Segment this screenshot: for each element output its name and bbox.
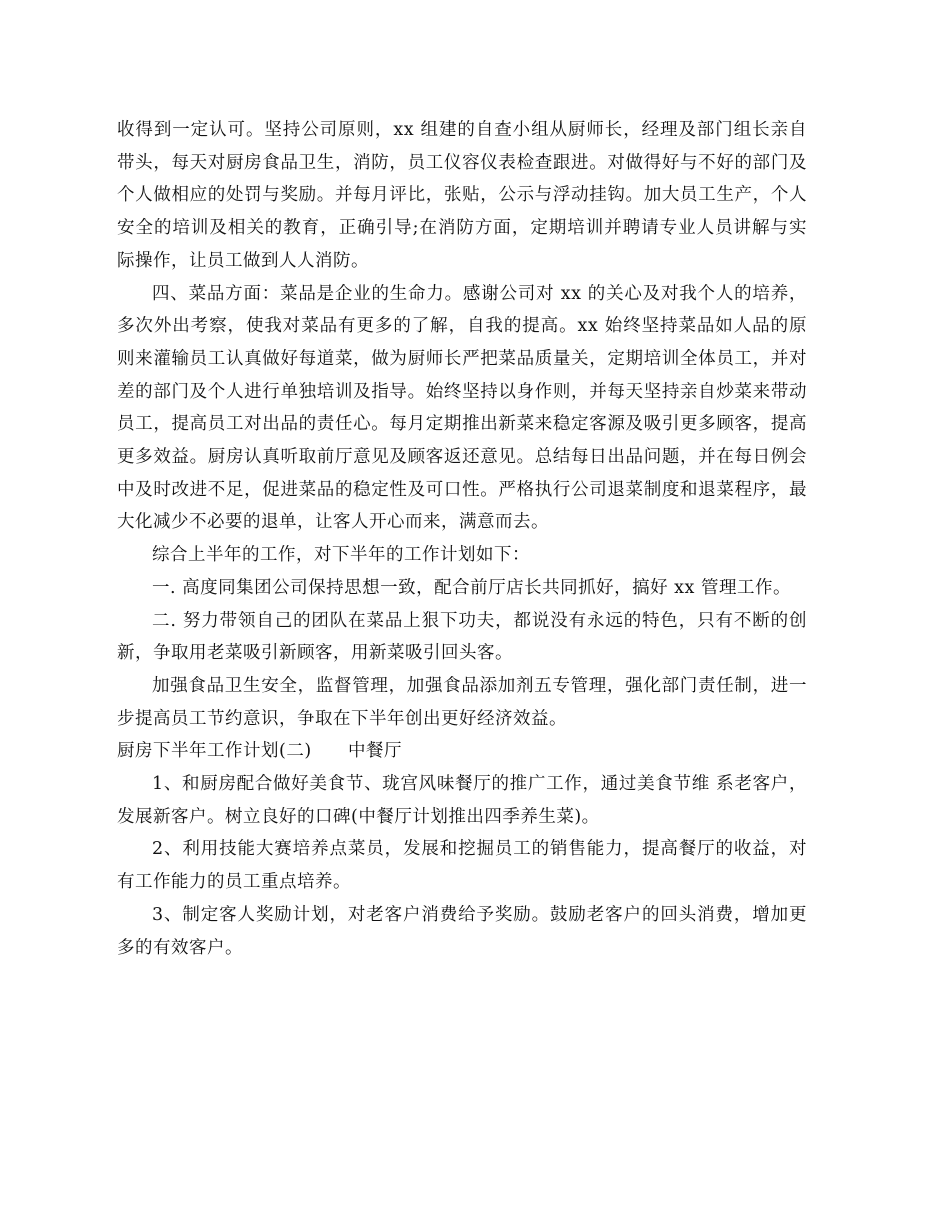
- paragraph-food-safety: 加强食品卫生安全，监督管理，加强食品添加剂五专管理，强化部门责任制，进一步提高员工节约意识，争取在下半年创出更好经济效益。: [117, 675, 807, 729]
- list-item-rewards: 3、制定客人奖励计划，对老客户消费给予奖励。鼓励老客户的回头消费，增加更多的有效客户。: [117, 904, 807, 958]
- list-item-training: 2、利用技能大赛培养点菜员，发展和挖掘员工的销售能力，提高餐厅的收益，对有工作能力的员工重点培养。: [117, 839, 807, 893]
- paragraph-safety: 收得到一定认可。坚持公司原则，xx 组建的自查小组从厨师长，经理及部门组长亲自带头，每天对厨房食品卫生，消防，员工仪容仪表检查跟进。对做得好与不好的部门及个人做相应的处罚与奖励。并每月评比，张贴，公示与浮动挂钩。加大员工生产，个人安全的培训及相关的教育，正确引导;在消防方面，定期培训并聘请专业人员讲解与实际操作，让员工做到人人消防。: [117, 120, 807, 271]
- body-text: [117, 114, 807, 964]
- list-item-promotion: 1、和厨房配合做好美食节、珑宫风味餐厅的推广工作，通过美食节维 系老客户，发展新客户。树立良好的口碑(中餐厅计划推出四季养生菜)。: [117, 774, 807, 827]
- paragraph-plan-intro: 综合上半年的工作，对下半年的工作计划如下：: [152, 545, 530, 566]
- paragraph-plan-two: 二. 努力带领自己的团队在菜品上狠下功夫，都说没有永远的特色，只有不断的创新，争取用老菜吸引新顾客，用新菜吸引回头客。: [117, 610, 807, 664]
- paragraph-plan-one: 一. 高度同集团公司保持思想一致，配合前厅店长共同抓好，搞好 xx 管理工作。: [152, 577, 791, 598]
- paragraph-dishes: 四、菜品方面：菜品是企业的生命力。感谢公司对 xx 的关心及对我个人的培养，多次外出考察，使我对菜品有更多的了解，自我的提高。xx 始终坚持菜品如人品的原则来灌输员工认真做好每道菜，做为厨师长严把菜品质量关，定期培训全体员工，并对差的部门及个人进行单独培训及指导。始终坚持以身作则，并每天坚持亲自炒菜来带动员工，提高员工对出品的责任心。每月定期推出新菜来稳定客源及吸引更多顾客，提高更多效益。厨房认真听取前厅意见及顾客返还意见。总结每日出品问题，并在每日例会中及时改进不足，促进菜品的稳定性及可口性。严格执行公司退菜制度和退菜程序，最大化减少不必要的退单，让客人开心而来，满意而去。: [117, 283, 807, 533]
- section-heading: 厨房下半年工作计划(二) 中餐厅: [117, 741, 403, 762]
